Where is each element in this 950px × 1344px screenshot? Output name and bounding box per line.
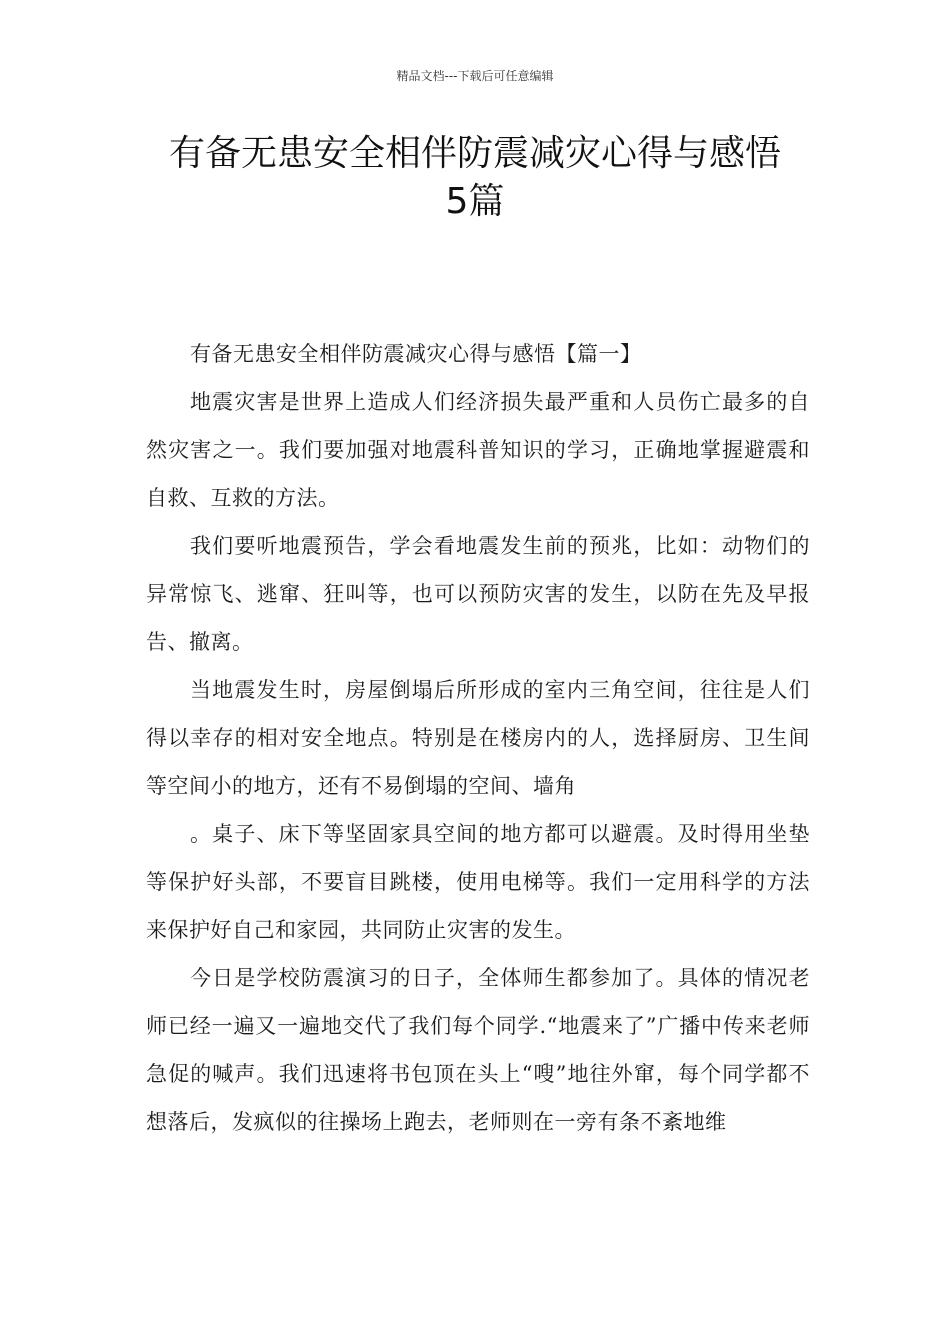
paragraph-1: 地震灾害是世界上造成人们经济损失最严重和人员伤亡最多的自然灾害之一。我们要加强对地震科普知识的学习，正确地掌握避震和自救、互救的方法。	[146, 390, 810, 510]
header-note: 精品文档---下载后可任意编辑	[396, 69, 554, 83]
document-title	[100, 130, 850, 226]
paragraph-2: 我们要听地震预告，学会看地震发生前的预兆，比如：动物们的异常惊飞、逃窜、狂叫等，也可以预防灾害的发生，以防在先及早报告、撤离。	[146, 534, 810, 654]
title-line-1: 有备无患安全相伴防震减灾心得与感悟	[168, 133, 781, 174]
title-line-2: 5篇	[445, 181, 505, 222]
paragraph-5: 今日是学校防震演习的日子，全体师生都参加了。具体的情况老师已经一遍又一遍地交代了我们每个同学.“地震来了”广播中传来老师急促的喊声。我们迅速将书包顶在头上“嗖”地往外窜，每个同学都不想落后，发疯似的往操场上跑去，老师则在一旁有条不紊地维	[146, 966, 810, 1134]
paragraph-3: 当地震发生时，房屋倒塌后所形成的室内三角空间，往往是人们得以幸存的相对安全地点。特别是在楼房内的人，选择厨房、卫生间等空间小的地方，还有不易倒塌的空间、墙角	[146, 678, 810, 798]
paragraph-4: 。桌子、床下等坚固家具空间的地方都可以避震。及时得用坐垫等保护好头部，不要盲目跳楼，使用电梯等。我们一定用科学的方法来保护好自己和家园，共同防止灾害的发生。	[146, 822, 810, 942]
section-heading: 有备无患安全相伴防震减灾心得与感悟【篇一】	[190, 342, 642, 366]
document-body	[146, 330, 810, 1146]
